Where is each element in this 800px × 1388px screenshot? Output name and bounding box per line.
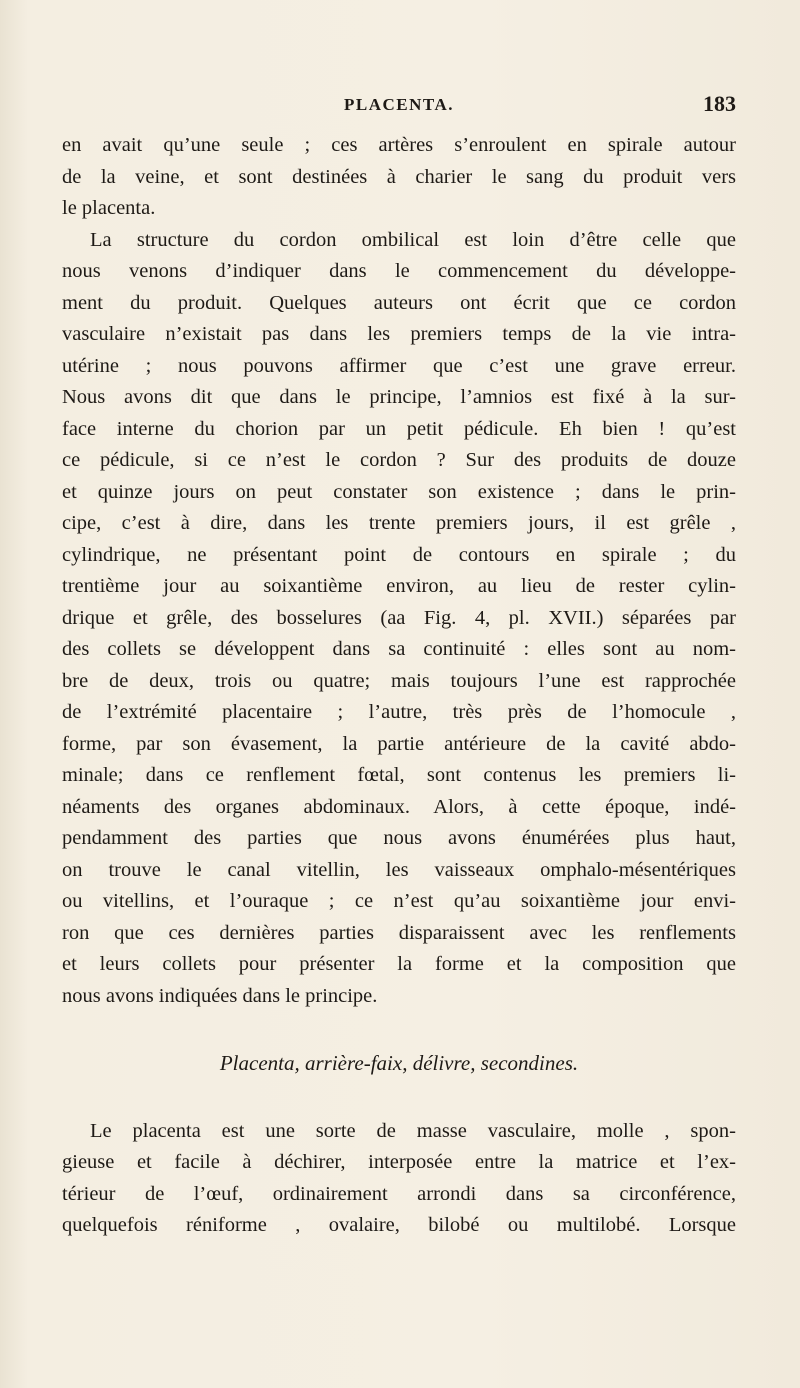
text-line: des collets se développent dans sa continuité : elles sont au nom- xyxy=(62,638,736,660)
text-line: vasculaire n’existait pas dans les premiers temps de la vie intra- xyxy=(62,323,736,345)
text-line: cylindrique, ne présentant point de contours en spirale ; du xyxy=(62,543,736,566)
text-line: gieuse et facile à déchirer, interposée entre la matrice et l’ex- xyxy=(62,1151,736,1173)
text-line: et leurs collets pour présenter la forme et la composition que xyxy=(62,953,736,975)
text-line: le placenta. xyxy=(62,197,156,219)
text-line: de l’extrémité placentaire ; l’autre, très près de l’homocule , xyxy=(62,701,736,723)
text-line: Le placenta est une sorte de masse vasculaire, molle , spon- xyxy=(90,1119,736,1142)
paragraph-3 xyxy=(62,1116,736,1242)
text-line: face interne du chorion par un petit pédicule. Eh bien ! qu’est xyxy=(62,417,736,440)
text-line: ment du produit. Quelques auteurs ont écrit que ce cordon xyxy=(62,291,736,314)
text-line: forme, par son évasement, la partie antérieure de la cavité abdo- xyxy=(62,732,736,755)
body-text xyxy=(62,130,736,1242)
text-line: nous venons d’indiquer dans le commencement du développe- xyxy=(62,260,736,282)
section-subheading: Placenta, arrière-faix, délivre, secondines. xyxy=(219,1051,579,1075)
text-line: et quinze jours on peut constater son existence ; dans le prin- xyxy=(62,480,736,503)
text-line: en avait qu’une seule ; ces artères s’enroulent en spirale autour xyxy=(62,134,736,156)
text-line: ou vitellins, et l’ouraque ; ce n’est qu’au soixantième jour envi- xyxy=(62,890,736,912)
text-line: térieur de l’œuf, ordinairement arrondi dans sa circonférence, xyxy=(62,1182,736,1205)
text-line: on trouve le canal vitellin, les vaisseaux omphalo-mésentériques xyxy=(62,858,736,881)
text-line: nous avons indiquées dans le principe. xyxy=(62,984,378,1007)
text-line: quelquefois réniforme , ovalaire, bilobé ou multilobé. Lorsque xyxy=(62,1214,736,1236)
text-line: utérine ; nous pouvons affirmer que c’est une grave erreur. xyxy=(62,354,736,377)
text-line: ce pédicule, si ce n’est le cordon ? Sur des produits de douze xyxy=(62,449,736,471)
text-line: bre de deux, trois ou quatre; mais toujours l’une est rapprochée xyxy=(62,669,736,692)
paragraph-1 xyxy=(62,130,736,225)
text-line: cipe, c’est à dire, dans les trente premiers jours, il est grêle , xyxy=(62,512,736,534)
text-line: trentième jour au soixantième environ, au lieu de rester cylin- xyxy=(62,575,736,597)
text-line: La structure du cordon ombilical est loin d’être celle que xyxy=(90,228,736,251)
text-line: Nous avons dit que dans le principe, l’amnios est fixé à la sur- xyxy=(62,386,736,408)
running-title: PLACENTA. xyxy=(344,95,454,114)
text-line: pendamment des parties que nous avons énumérées plus haut, xyxy=(62,827,736,849)
page-header xyxy=(62,91,736,121)
paragraph-2 xyxy=(62,225,736,1013)
text-line: de la veine, et sont destinées à charier le sang du produit vers xyxy=(62,165,736,188)
text-line: ron que ces dernières parties disparaissent avec les renflements xyxy=(62,921,736,944)
text-line: néaments des organes abdominaux. Alors, à cette époque, indé- xyxy=(62,795,736,818)
page-number: 183 xyxy=(703,91,736,116)
text-line: minale; dans ce renflement fœtal, sont contenus les premiers li- xyxy=(62,764,736,786)
text-line: drique et grêle, des bosselures (aa Fig. 4, pl. XVII.) séparées par xyxy=(62,606,736,629)
